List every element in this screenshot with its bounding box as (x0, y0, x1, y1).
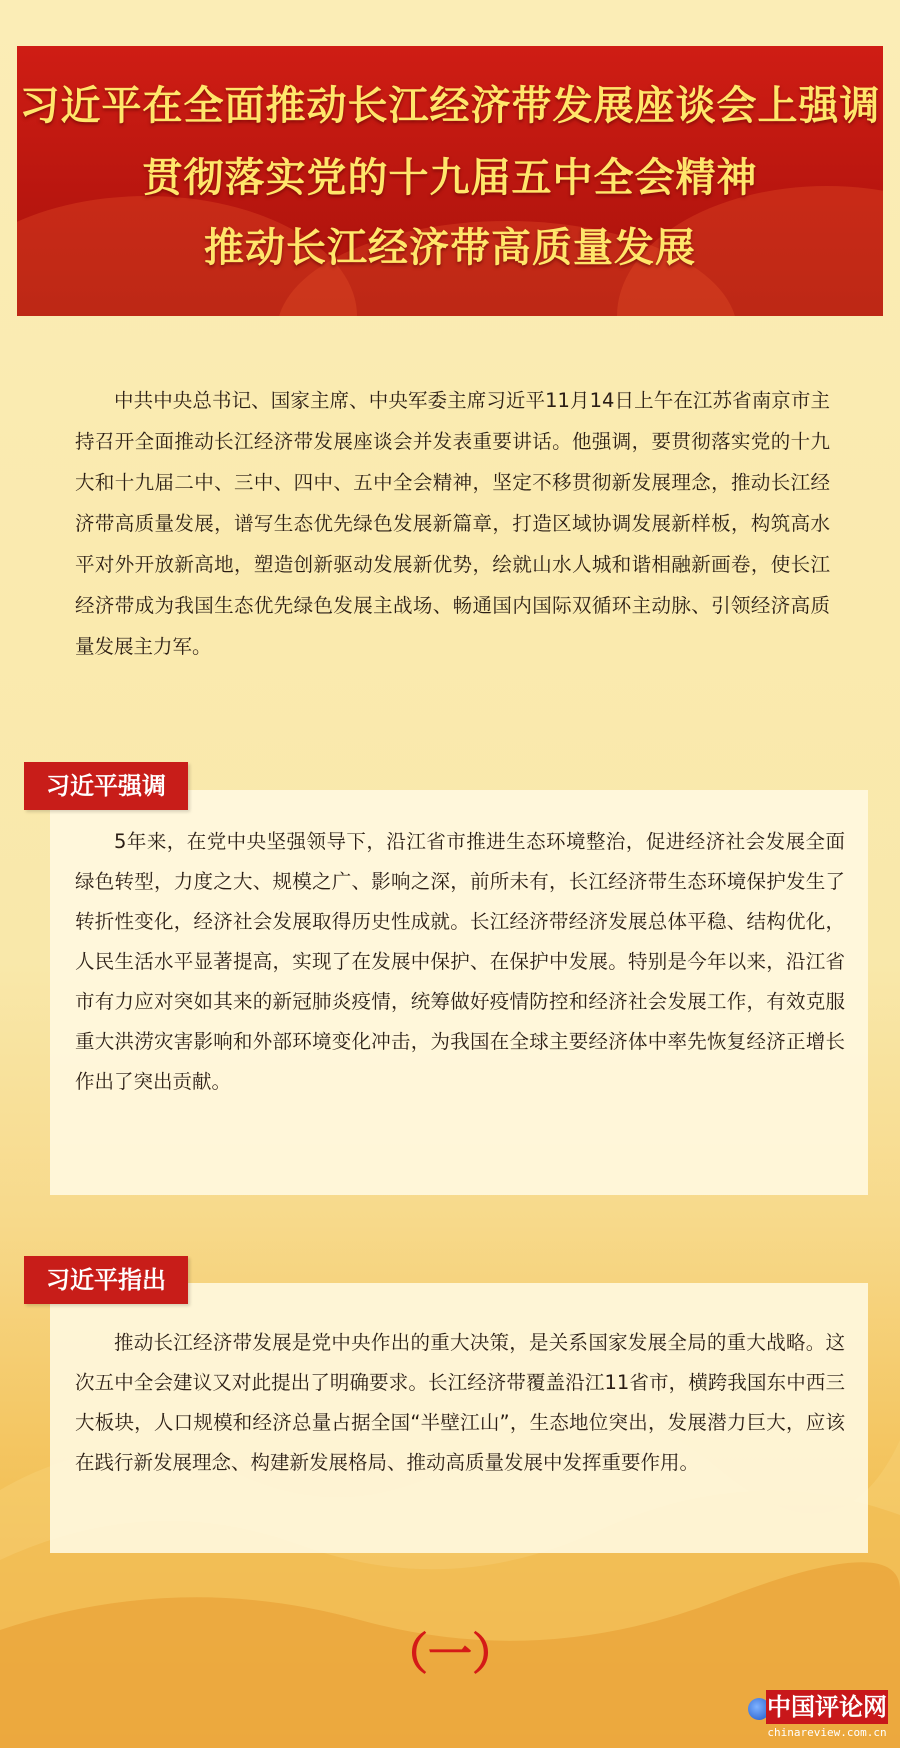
title-line-3: 推动长江经济带高质量发展 (204, 225, 696, 271)
title-line-1: 习近平在全面推动长江经济带发展座谈会上强调 (19, 83, 881, 129)
section-emphasize-box (50, 790, 868, 1195)
title-banner (17, 46, 883, 316)
section-point-out-text: 推动长江经济带发展是党中央作出的重大决策，是关系国家发展全局的重大战略。这次五中全会建议又对此提出了明确要求。长江经济带覆盖沿江11省市，横跨我国东中西三大板块，人口规模和经济总量占据全国“半壁江山”，生态地位突出，发展潜力巨大，应该在践行新发展理念、构建新发展格局、推动高质量发展中发挥重要作用。 (75, 1331, 845, 1474)
section-emphasize-text: 5年来，在党中央坚强领导下，沿江省市推进生态环境整治，促进经济社会发展全面绿色转型，力度之大、规模之广、影响之深，前所未有，长江经济带生态环境保护发生了转折性变化，经济社会发展取得历史性成就。长江经济带经济发展总体平稳、结构优化，人民生活水平显著提高，实现了在发展中保护、在保护中发展。特别是今年以来，沿江省市有力应对突如其来的新冠肺炎疫情，统筹做好疫情防控和经济社会发展工作，有效克服重大洪涝灾害影响和外部环境变化冲击，为我国在全球主要经济体中率先恢复经济正增长作出了突出贡献。 (75, 830, 845, 1093)
title-line-2: 贯彻落实党的十九届五中全会精神 (142, 155, 758, 201)
site-logo-domain: chinareview.com.cn (767, 1726, 887, 1739)
site-logo (748, 1688, 896, 1744)
section-point-out-box (50, 1283, 868, 1553)
page-marker: （一） (384, 1629, 516, 1680)
section-point-out-tag: 习近平指出 (24, 1256, 188, 1304)
intro-paragraph: 中共中央总书记、国家主席、中央军委主席习近平11月14日上午在江苏省南京市主持召开全面推动长江经济带发展座谈会并发表重要讲话。他强调，要贯彻落实党的十九大和十九届二中、三中、四中、五中全会精神，坚定不移贯彻新发展理念，推动长江经济带高质量发展，谱写生态优先绿色发展新篇章，打造区域协调发展新样板，构筑高水平对外开放新高地，塑造创新驱动发展新优势，绘就山水人城和谐相融新画卷，使长江经济带成为我国生态优先绿色发展主战场、畅通国内国际双循环主动脉、引领经济高质量发展主力军。 (75, 389, 830, 658)
section-emphasize-tag: 习近平强调 (24, 762, 188, 810)
site-logo-name: 中国评论网 (766, 1690, 888, 1724)
